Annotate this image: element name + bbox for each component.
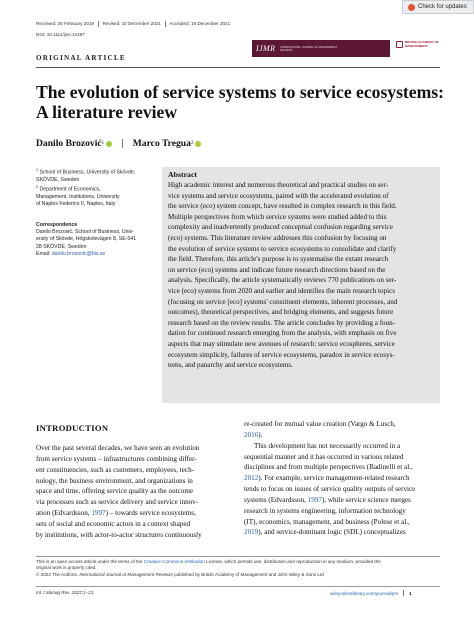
- affil-sup: 2: [36, 185, 38, 189]
- affil-line: Management, Institutions, University: [36, 193, 120, 200]
- copyright-journal: International Journal of Management Reviews: [79, 571, 173, 577]
- body-text: disciplines and from multiple perspectives (Badinelli et al.,: [244, 463, 413, 472]
- citation-link[interactable]: 2016: [244, 430, 259, 439]
- abstract-line: research based on the review results. The article concludes by providing a foun-: [168, 318, 396, 327]
- body-column-right: [244, 419, 440, 538]
- body-text: ) – towards service ecosystems,: [105, 509, 196, 518]
- orcid-icon[interactable]: [195, 141, 201, 147]
- body-line: [244, 419, 440, 430]
- license-notice: [36, 559, 440, 578]
- publisher-logo: [396, 41, 453, 48]
- body-line: [244, 506, 440, 517]
- received-date: Received: 25 February 2019: [36, 21, 94, 27]
- footer-right: [330, 590, 412, 596]
- affil-line: School of Business, University of Skövde,: [39, 169, 136, 176]
- publisher-name: BRITISH ACADEMY OF MANAGEMENT: [405, 40, 439, 48]
- author-name[interactable]: Danilo Brozović: [36, 138, 102, 149]
- corr-line: 28 SKÖVDE, Sweden: [36, 243, 87, 250]
- body-text: ). For example, service management-related research: [258, 474, 410, 483]
- affil-line: of Naples Federico II, Naples, Italy: [36, 201, 116, 208]
- crossmark-icon: [408, 4, 415, 11]
- abstract-line: Multiple perspectives from which service systems were studied added to this: [168, 212, 387, 221]
- body-text: ), while service science merges: [321, 495, 411, 504]
- body-text: by institutions, with actor-to-actor structures continuously: [36, 530, 202, 539]
- license-text: This is an open access article under the terms of the: [36, 559, 144, 564]
- body-line: [244, 441, 440, 452]
- author-affil-sup: 1: [101, 141, 105, 146]
- body-text: ).: [258, 430, 263, 439]
- footer-rule: [36, 556, 440, 557]
- accepted-date: Accepted: 16 December 2021: [169, 21, 231, 27]
- abstract-line: analysis. Specifically, the article systematically reviews 770 publications on ser-: [168, 276, 397, 285]
- copyright-text: published by British Academy of Management and John Wiley & Sons Ltd: [172, 571, 324, 577]
- body-line: [244, 452, 440, 463]
- body-text: ), and service-dominant logic (SDL) conceptualizes: [258, 528, 406, 537]
- abstract-line: complexity and inadvertently produced conceptual confusion regarding service: [168, 223, 393, 232]
- divider: [403, 590, 404, 596]
- article-title: The evolution of service systems to service ecosystems: A literature review: [36, 82, 444, 122]
- affiliation-1: [36, 167, 135, 184]
- body-text: via processes such as service delivery and service innov-: [36, 498, 199, 507]
- article-history: [36, 21, 230, 27]
- body-text: tends to focus on issues of service quality outputs of service: [244, 485, 416, 494]
- body-line: [244, 430, 440, 441]
- journal-abbr: IJMR: [256, 44, 276, 53]
- body-line: [36, 530, 232, 541]
- abstract-line: the service (eco) system concept, have resulted in complex research in this field.: [168, 202, 397, 211]
- abstract-line: on service (eco) systems and indicate future research directions based on the: [168, 265, 386, 274]
- body-text: research in systems engineering, information technology: [244, 506, 406, 515]
- body-line: [36, 476, 232, 487]
- body-line: [244, 462, 440, 473]
- abstract-line: dation for continued research emerging from the analysis, with emphasis on five: [168, 329, 397, 338]
- abstract-line: (eco) systems. This literature review addresses this confusion by focusing on: [168, 233, 387, 242]
- body-line: [244, 517, 440, 528]
- citation: Int J Manag Rev. 2022;1–21.: [36, 590, 95, 595]
- orcid-icon[interactable]: [106, 141, 112, 147]
- check-updates-button[interactable]: [402, 0, 474, 14]
- body-text: (IT), economics, management, and business (Polese et al.,: [244, 517, 410, 526]
- abstract-line: vice (eco) systems from 2020 and earlier and identifies the main research topics: [168, 286, 396, 295]
- abstract-line: tems, and panarchy and service ecosystems.: [168, 361, 293, 370]
- email-link[interactable]: danilo.brozovic@his.se: [51, 250, 106, 257]
- divider: [165, 21, 166, 27]
- abstract-line: aspects that may stimulate new avenues of research: service ecospheres, service: [168, 339, 395, 348]
- abstract-line: vice systems and service ecosystems, paired with the accelerated evolution of: [168, 191, 389, 200]
- journal-full-name: INTERNATIONAL JOURNAL OF MANAGEMENT REVIEWS: [280, 45, 338, 52]
- abstract-box: [162, 167, 440, 403]
- footer-rule: [36, 586, 440, 587]
- author-affil-sup: 2: [190, 141, 194, 146]
- author-divider: [122, 139, 123, 148]
- license-text: original work is properly cited.: [36, 565, 97, 571]
- body-line: [244, 495, 440, 506]
- abstract-body: [168, 180, 434, 371]
- section-label: ORIGINAL ARTICLE: [36, 54, 126, 62]
- journal-logo: [252, 40, 390, 57]
- body-text: re-created for mutual value creation (Vargo & Lusch,: [244, 420, 396, 428]
- body-column-left: [36, 443, 232, 541]
- body-text: space and time, offering service quality as the outcome: [36, 487, 194, 496]
- section-heading: INTRODUCTION: [36, 423, 109, 433]
- body-line: [244, 527, 440, 538]
- abstract-line: outcomes), theoretical perspectives, and bridging elements, and suggests future: [168, 308, 394, 317]
- email-label: Email:: [36, 250, 52, 257]
- body-line: [244, 473, 440, 484]
- body-text: ent constituencies, such as customers, employees, tech-: [36, 465, 195, 474]
- journal-site-link[interactable]: wileyonlinelibrary.com/journal/ijmr: [330, 590, 399, 596]
- body-line: [36, 454, 232, 465]
- doi[interactable]: DOI: 10.1111/ijmr.12287: [36, 32, 85, 37]
- correspondence-heading: Correspondence: [36, 222, 78, 228]
- body-line: [36, 497, 232, 508]
- citation-link[interactable]: 1997: [307, 495, 322, 504]
- abstract-line: the field. Therefore, this article's purpose is to systematise the extant research: [168, 255, 389, 264]
- license-text: License, which permits use, distribution and reproduction in any medium, provided the: [204, 559, 381, 564]
- divider: [98, 21, 99, 27]
- affiliation-2: [36, 184, 120, 208]
- publisher-mark-icon: [396, 41, 403, 48]
- body-text: ation (Edvardsson,: [36, 509, 92, 518]
- page-number: 1: [408, 590, 412, 596]
- body-text: from service systems – infrastructures combining differ-: [36, 454, 197, 463]
- license-link[interactable]: Creative Commons Attribution: [143, 559, 205, 564]
- body-text: nology, the business environment, and organizations in: [36, 476, 193, 485]
- body-line: [36, 519, 232, 530]
- copyright-text: © 2022 The Authors.: [36, 571, 80, 577]
- author-list: [36, 138, 201, 149]
- abstract-line: High academic interest and numerous theoretical and practical studies on ser-: [168, 181, 389, 189]
- body-line: [36, 465, 232, 476]
- citation-link[interactable]: 1997: [91, 509, 106, 518]
- abstract-line: the evolution of service systems to service ecosystems to consolidate and clarify: [168, 244, 397, 253]
- citation-link[interactable]: 2012: [244, 474, 259, 483]
- correspondence: [36, 222, 136, 258]
- revised-date: Revised: 10 December 2021: [102, 21, 161, 27]
- author-name[interactable]: Marco Tregua: [132, 138, 191, 149]
- affil-line: SKÖVDE, Sweden: [36, 176, 80, 183]
- abstract-line: (focusing on service [eco] systems' constituent elements, inherent processes, and: [168, 297, 398, 306]
- body-text: Over the past several decades, we have seen an evolution: [36, 444, 200, 452]
- abstract-line: ecosystem simplicity, failures of service ecosystems, paradox in service ecosys-: [168, 350, 395, 359]
- affil-sup: 1: [36, 168, 38, 172]
- body-line: [36, 508, 232, 519]
- body-text: This development has not necessarily occurred in a: [254, 441, 401, 450]
- check-updates-label: Check for updates: [418, 4, 467, 10]
- body-text: systems (Edvardsson,: [244, 495, 308, 504]
- body-line: [36, 486, 232, 497]
- body-line: [36, 443, 232, 454]
- header-rule: [36, 67, 440, 68]
- body-text: sequential manner and it has occurred in various related: [244, 452, 404, 461]
- citation-link[interactable]: 2019: [244, 528, 259, 537]
- corr-line: Danilo Brozović, School of Business, Univ-: [36, 229, 135, 236]
- body-line: [244, 484, 440, 495]
- corr-line: ersity of Skövde, Högskolevägen 8, SE-541: [36, 236, 137, 243]
- affil-line: Department of Economics,: [39, 186, 101, 193]
- abstract-heading: Abstract: [168, 170, 198, 179]
- body-text: sets of social and economic actors in a context shaped: [36, 519, 191, 528]
